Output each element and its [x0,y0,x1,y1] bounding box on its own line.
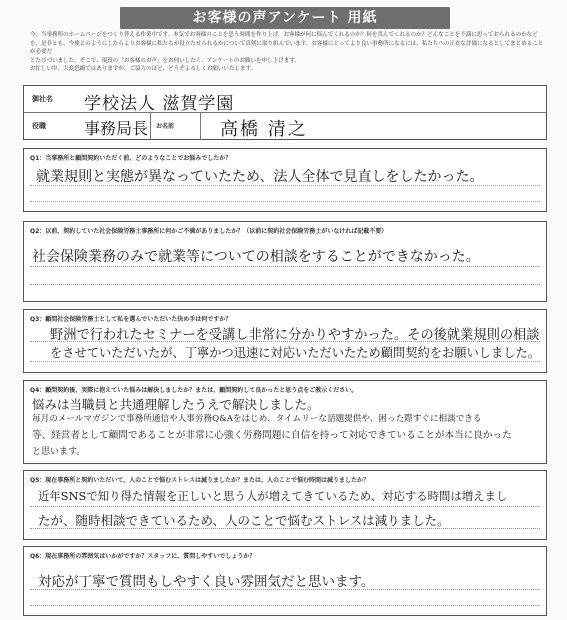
org-label: 御社名 [32,95,53,103]
org-value: 学校法人 滋賀学園 [84,94,235,114]
name-value: 高橋 清之 [220,119,308,140]
question-label: Q4：顧問契約後、実際に抱えていた悩みは解決しましたか？または、顧問契約して良かったと思う点をご教示ください。 [30,387,358,394]
answer-line: 対応が丁寧で質問もしやすく良い雰囲気だと思います。 [38,574,375,590]
question-label: Q1：当事務所と顧問契約いただく前、どのようなことでお悩みでしたか？ [30,155,232,162]
name-label: お名前 [156,123,175,130]
question-block-q3 [23,309,547,373]
respondent-info-box [23,85,547,140]
question-block-q4 [23,380,547,464]
answer-line: 毎月のメールマガジンで事務所通信や人事労務Q&Aをはじめ、タイムリーな話題提供や、困った際すぐに相談できる [32,414,482,424]
answer-line: 悩みは当職員と共通理解したうえで解決しました。 [32,397,320,412]
intro-line: とたびづいました。そこで、現役の「お客様のお声」をお伺いしたく、アンケートのお願いを申し上げます。 [30,57,300,64]
answer-line: 就業規則と実態が異なっていたため、法人全体で見直しをしたかった。 [36,169,484,185]
question-block-q1 [23,148,547,212]
answer-line: 野洲で行われたセミナーを受講し非常に分かりやすかった。その後就業規則の相談 [50,327,540,343]
position-value: 事務局長 [84,119,149,138]
position-label: 役職 [32,122,46,130]
question-label: Q6：現在事務所の雰囲気はいかがですか？スタッフに、質問しやすいでしょうか？ [30,553,256,560]
question-block-q2 [23,221,547,302]
intro-text [30,31,550,74]
intro-line: お忙しい中、大変恐縮ではありますが、ご協力のほど、どうぞよろしくお願いいたします。 [30,66,257,73]
question-block-q5 [23,470,547,540]
answer-line: 等、経営者として顧問であることが非常に心強く労務問題に自信を持って対応できていることが本当に良かった [32,430,512,441]
question-label: Q5：現在事務所と契約いただいて、人のことで悩むストレスは減りましたか？または、人のことで悩む時間は減りましたか？ [30,477,369,484]
intro-line: 今、当事務所のホームページをつくり替える作業中です。本気でお客様のことを思う時間を作り上げ、お客様が何に悩んでくれるのか？何を喜んでくれるのか？どんなことを不満に思っておられるのかなど [30,32,538,38]
question-label: Q2：以前、契約していた社会保険労務士事務所に何かご不満がありましたか？（以前に契約社会保険労務士がいなければ記載不要） [30,228,388,235]
intro-line: を、是非とも、今後とのようにしたらよりお客様に私たちが役立たせられるかについて真剣に取り組んでいます。お客様にとってより良い事務所になるには、私たちへの正直な評価になるとしてまとめることが必要だ [30,40,544,56]
answer-line: をさせていただいたが、丁寧かつ迅速に対応いただいたため顧問契約をお願いしました。 [50,345,541,360]
question-block-q6 [23,546,547,616]
answer-line: 近年SNSで知り得た情報を正しいと思う人が増えてきているため、対応する時間は増えまし [38,489,508,503]
question-label: Q3：顧問社会保険労務士として私を選んでいただいた決め手は何ですか？ [30,316,232,323]
answer-line: と思います。 [32,447,86,457]
form-title: お客様の声アンケート 用紙 [120,7,450,29]
answer-line: たが、随時相談できているため、人のことで悩むストレスは減りました。 [38,513,450,528]
answer-line: 社会保険業務のみで就業等についての相談をすることができなかった。 [32,249,480,265]
